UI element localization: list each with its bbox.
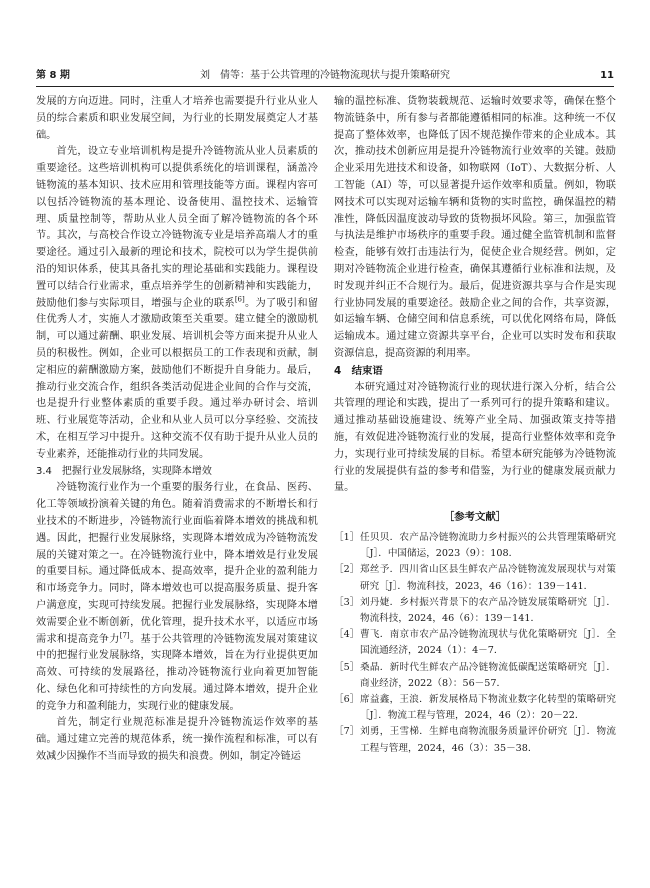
left-column xyxy=(36,94,318,766)
reference-item: ［7］ 刘勇，王雪梯．生鲜电商物流服务质量评价研究［J］．物流工程与管理，2024，46（3）：35－38． xyxy=(334,726,616,754)
paragraph: 首先，制定行业规范标准是提升冷链物流运作效率的基础。通过建立完善的规范体系，统一操作流程和标准，可以有效减少因操作不当而导致的损失和浪费。例如，制定冷链运 xyxy=(36,717,318,763)
reference-item: ［2］ 郑丝予．四川省山区县生鲜农产品冷链物流发展现状与对策研究［J］．物流科技，2023，46（16）：139－141． xyxy=(334,564,616,592)
section-heading: 4 结束语 xyxy=(334,364,383,377)
paragraph: 首先，设立专业培训机构是提升冷链物流从业人员素质的重要途径。这些培训机构可以提供系统化的培训课程，涵盖冷链物流的基本知识、技术应用和管理技能等方面。课程内容可以包括冷链物流的基本理论、设备使用、温控技术、运输管理、质量控制等，帮助从业人员全面了解冷链物流的各个环节。其次，与高校合作设立冷链物流专业是培养高端人才的重要途径。通过引入最新的理论和技术，院校可以为学生提供前沿的知识体系，使其具备扎实的理论基础和实践能力。课程设置可以结合行业需求，重点培养学生的创新精神和实践能力，鼓励他们参与实际项目，增强与企业的联系[6]。为了吸引和留住优秀人才，实施人才激励政策至关重要。建立健全的激励机制，可以通过薪酬、职业发展、培训机会等方面来提升从业人员的积极性。例如，企业可以根据员工的工作表现和贡献，制定相应的薪酬激励方案，鼓励他们不断提升自身能力。最后，推动行业交流合作，组织各类活动促进企业间的合作与交流，也是提升行业整体素质的重要手段。通过举办研讨会、培训班、行业展览等活动，企业和从业人员可以分享经验、交流技术，在相互学习中提升。这种交流不仅有助于提升从业人员的专业素养，还能推动行业的共同发展。 xyxy=(36,146,319,460)
header-rule xyxy=(36,86,614,87)
paragraph: 本研究通过对冷链物流行业的现状进行深入分析，结合公共管理的理论和实践，提出了一系列可行的提升策略和建议。通过推动基础设施建设、统筹产业全局、加强政策支持等措施，有效促进冷链物流行业的发展，提高行业整体效率和竞争力，实现行业可持续发展的目标。希望本研究能够为冷链物流行业的发展提供有益的参考和借鉴，为行业的健康发展贡献力量。 xyxy=(334,381,616,494)
running-header xyxy=(36,68,614,84)
reference-item: ［5］ 桑晶．新时代生鲜农产品冷链物流低碳配送策略研究［J］．商业经济，2022（8）：56－57． xyxy=(334,661,616,689)
reference-list xyxy=(334,530,616,757)
page-number: 11 xyxy=(600,70,614,81)
citation: [7] xyxy=(119,631,130,640)
reference-item: ［4］ 曹飞．南京市农产品冷链物流现状与优化策略研究［J］．全国流通经济，2024（1）：4－7． xyxy=(334,629,616,657)
subsection-heading: 3.4 把握行业发展脉络，实现降本增效 xyxy=(36,465,212,477)
paragraph: 冷链物流行业作为一个重要的服务行业，在食品、医药、化工等领域扮演着关键的角色。随着消费需求的不断增长和行业技术的不断进步，冷链物流行业面临着降本增效的挑战和机遇。因此，把握行业发展脉络，实现降本增效成为冷链物流发展的关键对策之一。在冷链物流行业中，降本增效是行业发展的重要目标。通过降低成本、提高效率，提升企业的盈利能力和市场竞争力。同时，降本增效也可以提高服务质量、提升客户满意度，实现可持续发展。把握行业发展脉络，实现降本增效需要企业不断创新，优化管理，提升技术水平，以适应市场需求和提高竞争力[7]。基于公共管理的冷链物流发展对策建议中的把握行业发展脉络，实现降本增效，旨在为行业提供更加高效、可持续的发展路径，推动冷链物流行业向着更加智能化、绿色化和可持续性的方向发展。通过降本增效，提升企业的竞争力和盈利能力，实现行业的健康发展。 xyxy=(36,482,319,712)
paragraph: 输的温控标准、货物装载规范、运输时效要求等，确保在整个物流链条中，所有参与者都能遵循相同的标准。这种统一不仅提高了整体效率，也降低了因不规范操作带来的企业成本。其次，推动技术创新应用是提升冷链物流行业效率的关键。鼓励企业采用先进技术和设备，如物联网（IoT）、大数据分析、人工智能（AI）等，可以显著提升运作效率和质量。例如，物联网技术可以实现对运输车辆和货物的实时监控，确保温控的精准性，降低因温度波动导致的货物损坏风险。第三，加强监管与执法是维护市场秩序的重要手段。通过健全监管机制和监督检查，能够有效打击违法行为，促使企业合规经营。例如，定期对冷链物流企业进行检查，确保其遵循行业标准和法规，及时发现并纠正不合规行为。最后，促进资源共享与合作是实现行业协同发展的重要途径。鼓励企业之间的合作，共享资源，如运输车辆、仓储空间和信息系统，可以优化网络布局，降低运输成本。通过建立资源共享平台，企业可以实时发布和获取资源信息，提高资源的利用率。 xyxy=(334,96,616,359)
reference-item: ［1］ 任贝贝．农产品冷链物流助力乡村振兴的公共管理策略研究［J］．中国储运，2023（9）：108． xyxy=(334,531,616,560)
reference-item: ［3］ 刘丹婕．乡村振兴背景下的农产品冷链发展策略研究［J］．物流科技，2024，46（6）：139－141． xyxy=(334,596,616,624)
running-title: 刘 倩等：基于公共管理的冷链物流现状与提升策略研究 xyxy=(200,70,450,81)
references-heading: ［参考文献］ xyxy=(443,511,507,524)
right-column xyxy=(334,94,616,757)
citation: [6] xyxy=(234,295,245,304)
reference-item: ［6］ 席益鑫，王浪．新发展格局下物流业数字化转型的策略研究［J］．物流工程与管理，2024，46（2）：20－22． xyxy=(334,693,616,722)
paragraph: 发展的方向迈进。同时，注重人才培养也需要提升行业从业人员的综合素质和职业发展空间，为行业的长期发展奠定人才基础。 xyxy=(36,96,318,141)
issue-label: 第 8 期 xyxy=(36,70,70,81)
